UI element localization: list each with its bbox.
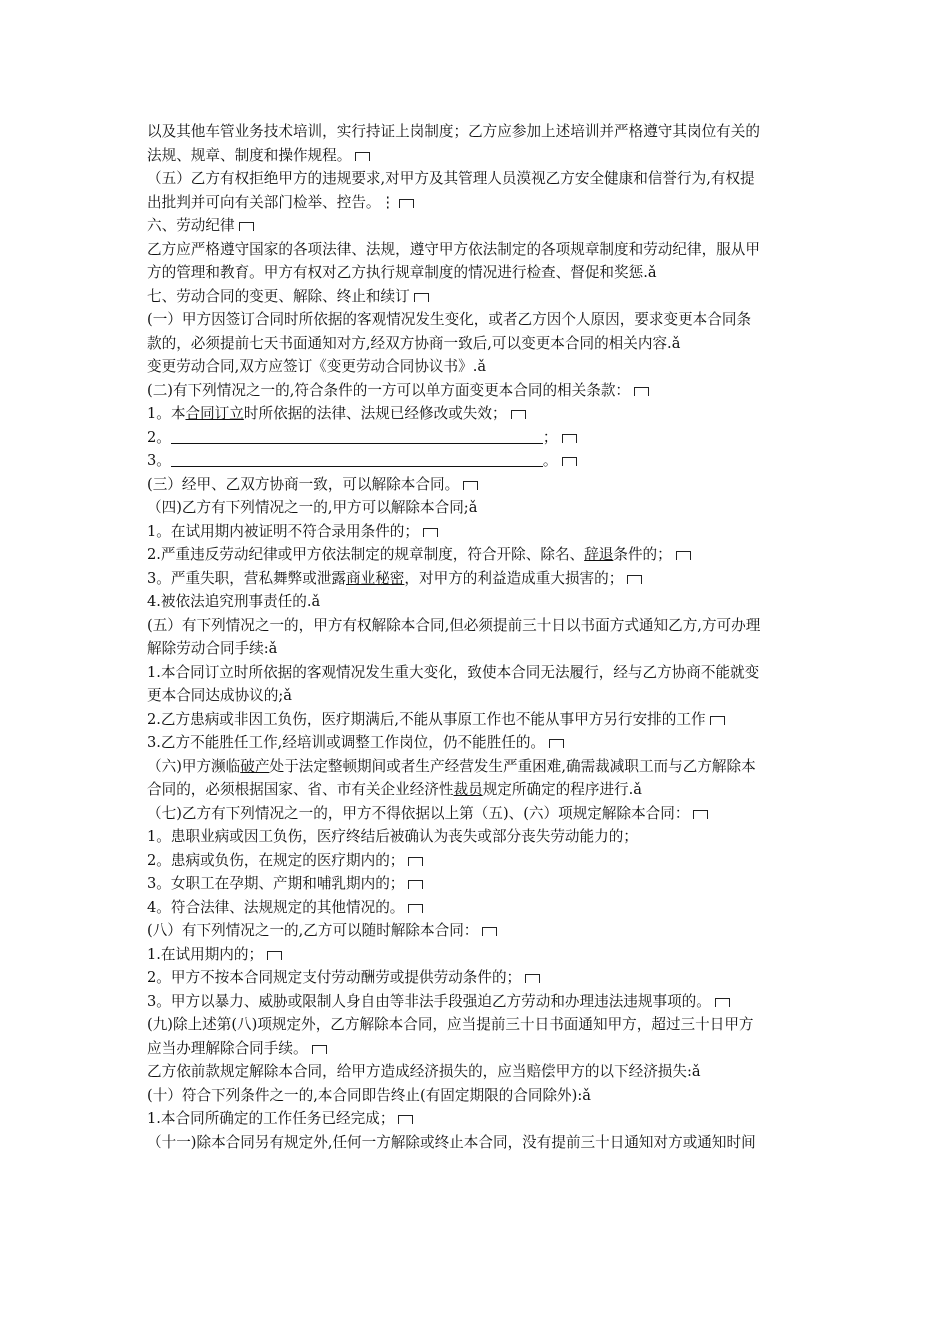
text-segment: 乙方应严格遵守国家的各项法律、法规，遵守甲方依法制定的各项规章制度和劳动纪律，服从甲 bbox=[147, 240, 760, 258]
text-line bbox=[147, 896, 853, 920]
paragraph-mark-icon bbox=[463, 481, 478, 490]
text-segment: 条件的； bbox=[613, 546, 672, 563]
text-segment: 六、劳动纪律 bbox=[147, 217, 235, 234]
text-segment: （五）乙方有权拒绝甲方的违规要求,对甲方及其管理人员漠视乙方安全健康和信誉行为,有权提 bbox=[147, 170, 755, 187]
text-line bbox=[147, 426, 853, 450]
paragraph-mark-icon bbox=[239, 222, 254, 231]
text-segment: (二)有下列情况之一的,符合条件的一方可以单方面变更本合同的相关条款： bbox=[147, 381, 631, 399]
text-segment: 2.乙方患病或非因工负伤，医疗期满后,不能从事原工作也不能从事甲方另行安排的工作 bbox=[147, 710, 706, 728]
text-segment: 规定所确定的程序进行.ǎ bbox=[482, 781, 642, 798]
paragraph-mark-icon bbox=[511, 410, 526, 419]
text-line bbox=[147, 214, 853, 238]
hyperlink-text: 商业秘密 bbox=[346, 569, 405, 587]
text-segment: 。 bbox=[542, 452, 558, 469]
text-segment: 方的管理和教育。甲方有权对乙方执行规章制度的情况进行检查、督促和奖惩.ǎ bbox=[147, 264, 657, 281]
text-line bbox=[147, 802, 853, 826]
text-segment: ； bbox=[542, 428, 558, 446]
text-line bbox=[147, 402, 853, 426]
text-line bbox=[147, 1131, 853, 1155]
text-segment: 乙方依前款规定解除本合同，给甲方造成经济损失的，应当赔偿甲方的以下经济损失:ǎ bbox=[147, 1063, 701, 1080]
text-segment: (五）有下列情况之一的，甲方有权解除本合同,但必须提前三十日以书面方式通知乙方,方可办理 bbox=[147, 616, 761, 634]
paragraph-mark-icon bbox=[562, 434, 577, 443]
paragraph-mark-icon bbox=[549, 739, 564, 748]
text-line bbox=[147, 849, 853, 873]
text-segment: （六)甲方濒临 bbox=[147, 757, 241, 775]
paragraph-mark-icon bbox=[525, 974, 540, 983]
text-line bbox=[147, 966, 853, 990]
text-segment: 3.乙方不能胜任工作,经培训或调整工作岗位，仍不能胜任的。 bbox=[147, 734, 546, 751]
text-line bbox=[147, 167, 853, 191]
text-segment: 处于法定整顿期间或者生产经营发生严重困难,确需裁减职工而与乙方解除本 bbox=[269, 757, 756, 775]
text-line bbox=[147, 1037, 853, 1061]
text-line bbox=[147, 473, 853, 497]
paragraph-mark-icon bbox=[398, 1115, 413, 1124]
text-line bbox=[147, 661, 853, 685]
text-segment: 七、劳动合同的变更、解除、终止和续订 bbox=[147, 287, 410, 305]
text-line bbox=[147, 755, 853, 779]
paragraph-mark-icon bbox=[414, 293, 429, 302]
text-segment: （四)乙方有下列情况之一的,甲方可以解除本合同;ǎ bbox=[147, 499, 478, 516]
hyperlink-text: 合同订立 bbox=[185, 405, 244, 422]
fill-in-blank bbox=[171, 428, 543, 444]
paragraph-mark-icon bbox=[627, 575, 642, 584]
text-line bbox=[147, 449, 853, 473]
text-segment: 2。患病或负伤，在规定的医疗期内的； bbox=[147, 851, 405, 869]
text-segment: 合同的，必须根据国家、省、市有关企业经济性 bbox=[147, 781, 454, 798]
text-segment: 3。严重失职，营私舞弊或泄露 bbox=[147, 569, 347, 587]
text-segment: （十一)除本合同另有规定外,任何一方解除或终止本合同，没有提前三十日通知对方或通知时间 bbox=[147, 1133, 756, 1151]
hyperlink-text: 辞退 bbox=[584, 546, 614, 563]
text-segment: 2。 bbox=[147, 428, 171, 446]
text-segment: ，对甲方的利益造成重大损害的； bbox=[404, 569, 624, 587]
paragraph-mark-icon bbox=[676, 551, 691, 560]
text-line bbox=[147, 684, 853, 708]
text-line bbox=[147, 543, 853, 567]
text-segment: 4.被依法追究刑事责任的.ǎ bbox=[147, 593, 321, 610]
paragraph-mark-icon bbox=[408, 904, 423, 913]
text-segment: （七)乙方有下列情况之一的，甲方不得依据以上第（五)、(六）项规定解除本合同： bbox=[147, 804, 690, 822]
text-segment: (十）符合下列条件之一的,本合同即告终止(有固定期限的合同除外):ǎ bbox=[147, 1086, 591, 1104]
paragraph-mark-icon bbox=[267, 951, 282, 960]
text-line bbox=[147, 332, 853, 356]
text-segment: 3。甲方以暴力、威胁或限制人身自由等非法手段强迫乙方劳动和办理违法违规事项的。 bbox=[147, 992, 711, 1010]
hyperlink-text: 裁员 bbox=[453, 781, 483, 798]
text-line bbox=[147, 308, 853, 332]
text-line bbox=[147, 1060, 853, 1084]
paragraph-mark-icon bbox=[408, 880, 423, 889]
paragraph-mark-icon bbox=[312, 1045, 327, 1054]
hyperlink-text: 破产 bbox=[240, 757, 270, 775]
text-line bbox=[147, 355, 853, 379]
text-line bbox=[147, 778, 853, 802]
text-segment: 解除劳动合同手续:ǎ bbox=[147, 640, 278, 657]
text-segment: 应当办理解除合同手续。 bbox=[147, 1039, 308, 1057]
text-line bbox=[147, 285, 853, 309]
text-line bbox=[147, 919, 853, 943]
text-segment: 2.严重违反劳动纪律或甲方依法制定的规章制度，符合开除、除名、 bbox=[147, 546, 585, 563]
paragraph-mark-icon bbox=[355, 152, 370, 161]
text-segment: 1。本 bbox=[147, 405, 186, 422]
text-segment: 2。甲方不按本合同规定支付劳动酬劳或提供劳动条件的； bbox=[147, 969, 522, 986]
text-line bbox=[147, 496, 853, 520]
text-segment: 1.本合同订立时所依据的客观情况发生重大变化，致使本合同无法履行，经与乙方协商不能就变 bbox=[147, 663, 760, 681]
text-line bbox=[147, 943, 853, 967]
text-segment: (八）有下列情况之一的,乙方可以随时解除本合同： bbox=[147, 922, 479, 939]
text-line bbox=[147, 990, 853, 1014]
text-line bbox=[147, 731, 853, 755]
paragraph-mark-icon bbox=[693, 810, 708, 819]
text-line bbox=[147, 191, 853, 215]
text-line bbox=[147, 1013, 853, 1037]
text-line bbox=[147, 144, 853, 168]
text-segment: 1。在试用期内被证明不符合录用条件的； bbox=[147, 522, 419, 540]
text-line bbox=[147, 261, 853, 285]
text-segment: 更本合同达成协议的;ǎ bbox=[147, 687, 292, 704]
text-line bbox=[147, 120, 853, 144]
paragraph-mark-icon bbox=[715, 998, 730, 1007]
text-line bbox=[147, 1084, 853, 1108]
text-segment: 1.在试用期内的； bbox=[147, 945, 264, 963]
text-line bbox=[147, 614, 853, 638]
document-page bbox=[147, 120, 853, 1154]
paragraph-mark-icon bbox=[423, 528, 438, 537]
paragraph-mark-icon bbox=[710, 716, 725, 725]
text-segment: 3。 bbox=[147, 452, 171, 469]
text-segment: 以及其他车管业务技术培训，实行持证上岗制度；乙方应参加上述培训并严格遵守其岗位有关的 bbox=[147, 123, 760, 140]
text-line bbox=[147, 825, 853, 849]
text-segment: (九)除上述第(八)项规定外，乙方解除本合同，应当提前三十日书面通知甲方，超过三十日甲方 bbox=[147, 1016, 754, 1033]
text-line bbox=[147, 590, 853, 614]
text-segment: 3。女职工在孕期、产期和哺乳期内的； bbox=[147, 875, 405, 892]
text-line bbox=[147, 708, 853, 732]
text-line bbox=[147, 520, 853, 544]
text-segment: 1.本合同所确定的工作任务已经完成； bbox=[147, 1110, 395, 1127]
text-line bbox=[147, 379, 853, 403]
paragraph-mark-icon bbox=[408, 857, 423, 866]
text-segment: (一）甲方因签订合同时所依据的客观情况发生变化，或者乙方因个人原因，要求变更本合同条 bbox=[147, 311, 752, 328]
fill-in-blank bbox=[171, 451, 543, 467]
text-segment: 出批判并可向有关部门检举、控告。⋮ bbox=[147, 193, 396, 211]
text-segment: 变更劳动合同,双方应签订《变更劳动合同协议书》.ǎ bbox=[147, 358, 487, 375]
paragraph-mark-icon bbox=[482, 927, 497, 936]
text-line bbox=[147, 567, 853, 591]
text-line bbox=[147, 872, 853, 896]
text-segment: 法规、规章、制度和操作规程。 bbox=[147, 146, 352, 164]
text-segment: 时所依据的法律、法规已经修改或失效； bbox=[243, 405, 507, 422]
text-line bbox=[147, 1107, 853, 1131]
text-line bbox=[147, 238, 853, 262]
text-line bbox=[147, 637, 853, 661]
text-segment: 1。患职业病或因工负伤，医疗终结后被确认为丧失或部分丧失劳动能力的； bbox=[147, 828, 638, 845]
text-segment: (三）经甲、乙双方协商一致，可以解除本合同。 bbox=[147, 475, 460, 493]
text-segment: 款的，必须提前七天书面通知对方,经双方协商一致后,可以变更本合同的相关内容.ǎ bbox=[147, 334, 681, 352]
paragraph-mark-icon bbox=[634, 387, 649, 396]
paragraph-mark-icon bbox=[399, 199, 414, 208]
text-segment: 4。符合法律、法规规定的其他情况的。 bbox=[147, 898, 405, 916]
paragraph-mark-icon bbox=[562, 457, 577, 466]
